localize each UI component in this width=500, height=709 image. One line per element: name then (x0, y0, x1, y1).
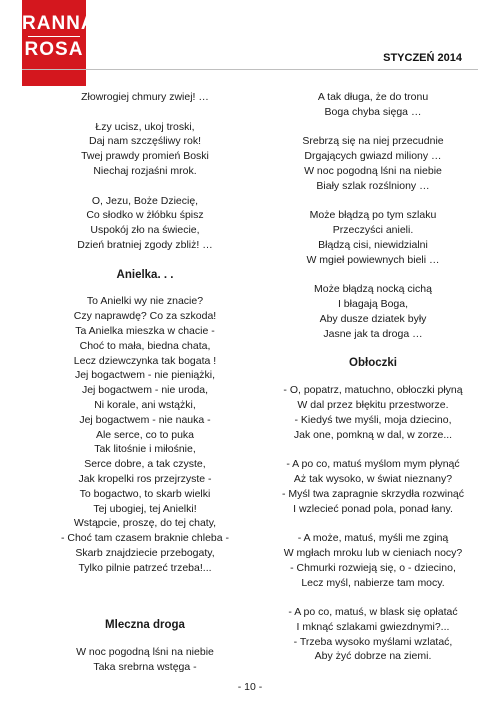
poem-line: To Anielki wy nie znacie? (86, 295, 204, 308)
poem-line: Serce dobre, a tak czyste, (84, 458, 206, 471)
poem-line: I wzlecieć ponad pola, ponad łany. (293, 502, 453, 515)
stanza (40, 194, 250, 253)
poem-line: Jej bogactwem - nie nauka - (79, 413, 211, 426)
poem-line: Choć to mała, biedna chata, (79, 339, 211, 352)
poem-line: W noc pogodną lśni na niebie (304, 164, 442, 177)
stanza (268, 457, 478, 516)
poem-line: Co słodko w żłóbku śpisz (86, 209, 204, 222)
poem-line: - Chmurki rozwieją się, o - dziecino, (290, 561, 456, 574)
poem-line: - Kiedyś twe myśli, moja dziecino, (294, 413, 452, 426)
poem-line: Lecz dziewczynka tak bogata ! (73, 354, 217, 367)
poem-line: - A po co, matuś, w blask się opłatać (288, 606, 458, 619)
poem-line: Może błądzą nocką cichą (314, 283, 432, 296)
stanza (40, 120, 250, 179)
poem-line: Lecz myśl, nabierze tam mocy. (301, 576, 445, 589)
poem-line: Aby żyć dobrze na ziemi. (314, 650, 432, 663)
poem-line: Ni korale, ani wstążki, (94, 398, 196, 411)
poem-line: I mknąć szlakami gwiezdnymi?... (296, 620, 450, 633)
poem-line: - A może, matuś, myśli me zginą (297, 532, 449, 545)
poem-line: A tak długa, że do tronu (317, 91, 429, 103)
issue-date: STYCZEŃ 2014 (383, 52, 462, 64)
left-column (40, 90, 250, 675)
poem-line: Boga chyba sięga … (324, 105, 422, 118)
header-rule (22, 69, 478, 70)
poem-title-mleczna-droga: Mleczna droga (105, 619, 185, 632)
poem-line: - Trzeba wysoko myślami wzlatać, (293, 635, 453, 648)
poem-line: W mgłach mroku lub w cieniach nocy? (283, 546, 463, 559)
poem-mleczna-droga-continued (268, 90, 478, 342)
poem-line: Aby dusze dziatek były (319, 312, 427, 325)
poem-line: To bogactwo, to skarb wielki (79, 487, 211, 500)
poem-line: Jak kropelki ros przejrzyste - (78, 472, 212, 485)
poem-line: Niechaj rozjaśni mrok. (93, 164, 197, 177)
logo-line-2: ROSA (24, 39, 84, 60)
poem-line: Jasne jak ta droga … (323, 327, 423, 340)
stanza (268, 383, 478, 442)
poem-mleczna-droga-start (40, 645, 250, 675)
poem-line: Jak one, pomkną w dal, w zorze... (293, 428, 453, 441)
poem-line: Tak litośnie i miłośnie, (94, 443, 196, 456)
poem-line: Złowrogiej chmury zwiej! … (81, 91, 209, 103)
stanza (268, 90, 478, 120)
poem-line: - Myśl twa zapragnie skrzydła rozwinąć (281, 487, 465, 500)
poem-line: Jej bogactwem - nie uroda, (81, 384, 209, 397)
poem-line: Biały szlak rozślniony … (316, 179, 430, 192)
poem-line: Twej prawdy promień Boski (81, 150, 209, 163)
poem-oboczki (268, 383, 478, 664)
stanza (268, 531, 478, 590)
poem-line: O, Jezu, Boże Dziecię, (91, 194, 199, 207)
logo-line-1: RANNA (22, 13, 96, 34)
poem-line: Uspokój zło na świecie, (90, 224, 200, 237)
intro-poem-fragment (40, 90, 250, 253)
page-number: - 10 - (237, 681, 263, 693)
poem-line: Srebrzą się na niej przecudnie (302, 135, 444, 148)
poem-line: Skarb znajdziecie przebogaty, (75, 546, 215, 559)
magazine-logo (22, 0, 96, 86)
poem-line: I błagają Boga, (337, 298, 409, 311)
poem-line: W noc pogodną lśni na niebie (76, 646, 214, 659)
poem-line: Tylko pilnie patrzeć trzeba!... (78, 561, 212, 574)
poem-line: Ta Anielka mieszka w chacie - (75, 324, 215, 337)
poem-anielka (40, 294, 250, 575)
poem-line: - O, popatrz, matuchno, obłoczki płyną (283, 384, 463, 397)
poem-line: Dzień bratniej zgody zbliż! … (77, 238, 213, 251)
poem-line: Czy naprawdę? Co za szkoda! (73, 310, 217, 323)
poem-line: Drgających gwiazd miliony … (304, 150, 442, 163)
poem-line: Błądzą cisi, niewidzialni (318, 238, 428, 251)
poem-line: Wstąpcie, proszę, do tej chaty, (73, 517, 217, 530)
stanza (268, 605, 478, 664)
logo-divider (28, 36, 80, 37)
poem-line: Przeczyści anieli. (332, 224, 414, 237)
stanza (40, 90, 250, 105)
poem-line: Jej bogactwem - nie pieniążki, (74, 369, 216, 382)
stanza (268, 282, 478, 341)
stanza (268, 134, 478, 193)
poem-line: Łzy ucisz, ukoj troski, (95, 120, 195, 133)
poem-line: - Choć tam czasem braknie chleba - (60, 532, 230, 545)
poem-line: Ale serce, co to puka (95, 428, 195, 441)
stanza (268, 208, 478, 267)
poem-title-oboczki: Obłoczki (349, 357, 397, 370)
poem-line: Taka srebrna wstęga - (93, 660, 197, 673)
poem-line: W dal przez błękitu przestworze. (297, 398, 449, 411)
poem-line: - A po co, matuś myślom mym płynąć (286, 458, 460, 471)
poem-title-anielka: Anielka. . . (116, 268, 174, 281)
poem-line: Tej ubogiej, tej Anielki! (93, 502, 197, 515)
poem-line: Może błądzą po tym szlaku (309, 209, 437, 222)
poem-line: Aż tak wysoko, w świat nieznany? (293, 472, 453, 485)
poem-line: W mgieł powiewnych bieli … (306, 253, 440, 266)
poem-line: Daj nam szczęśliwy rok! (88, 135, 202, 148)
right-column (268, 90, 478, 679)
